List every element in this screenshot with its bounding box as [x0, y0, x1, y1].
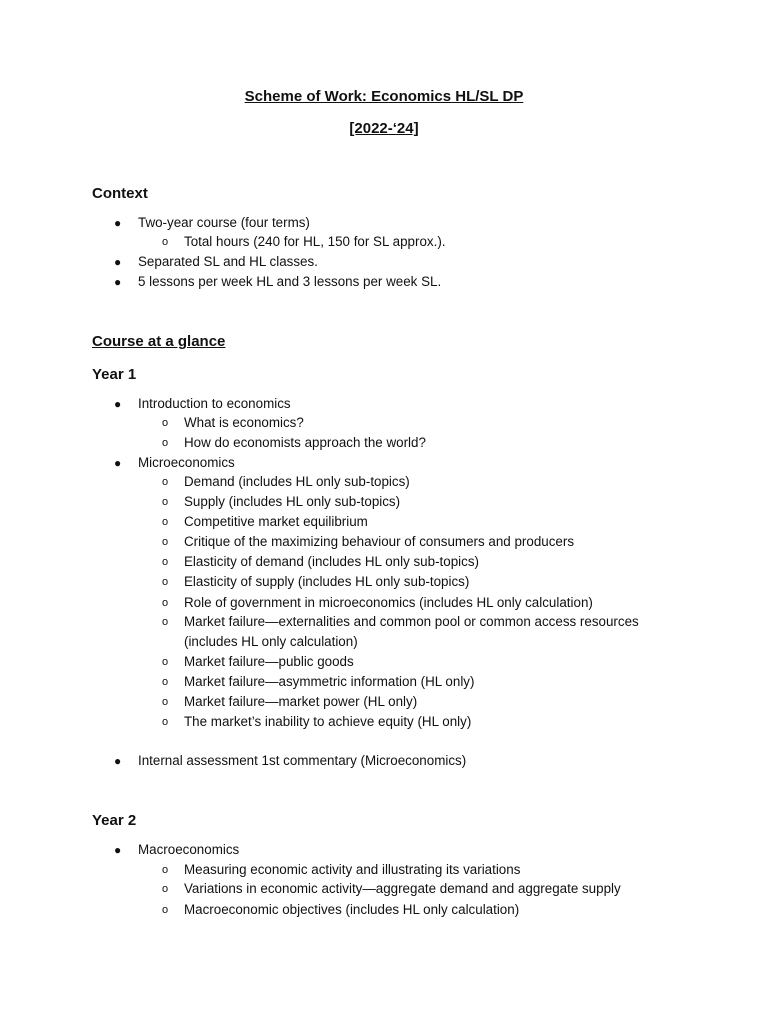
- sub-list-item: Elasticity of demand (includes HL only sub-topics): [184, 554, 479, 569]
- list-bullet: ●: [114, 843, 122, 857]
- list-bullet: ●: [114, 255, 122, 269]
- sub-list-item: Total hours (240 for HL, 150 for SL approx.).: [184, 234, 446, 249]
- year2-heading: Year 2: [92, 812, 137, 829]
- sub-list-bullet: o: [162, 696, 169, 708]
- sub-list-bullet: o: [162, 904, 169, 916]
- sub-list-item: What is economics?: [184, 415, 304, 430]
- sub-list-item: Market failure—asymmetric information (HL only): [184, 674, 475, 689]
- sub-list-bullet: o: [162, 437, 169, 449]
- sub-list-item-continuation: (includes HL only calculation): [184, 634, 358, 649]
- sub-list-item: Critique of the maximizing behaviour of consumers and producers: [184, 534, 575, 549]
- list-bullet: ●: [114, 754, 122, 768]
- sub-list-item: Demand (includes HL only sub-topics): [184, 474, 410, 489]
- list-item: Internal assessment 1st commentary (Microeconomics): [138, 753, 467, 768]
- sub-list-item: Role of government in microeconomics (includes HL only calculation): [184, 595, 593, 610]
- sub-list-item: Market failure—externalities and common pool or common access resources: [184, 614, 639, 629]
- list-item: Two-year course (four terms): [138, 215, 310, 230]
- sub-list-bullet: o: [162, 536, 169, 548]
- list-bullet: ●: [114, 216, 122, 230]
- list-bullet: ●: [114, 456, 122, 470]
- sub-list-bullet: o: [162, 864, 169, 876]
- list-bullet: ●: [114, 397, 122, 411]
- list-bullet: ●: [114, 275, 122, 289]
- sub-list-item: Supply (includes HL only sub-topics): [184, 494, 401, 509]
- sub-list-bullet: o: [162, 236, 169, 248]
- sub-list-item: Market failure—market power (HL only): [184, 694, 418, 709]
- list-item: Separated SL and HL classes.: [138, 254, 318, 269]
- document-title: Scheme of Work: Economics HL/SL DP: [244, 88, 524, 105]
- sub-list-item: Elasticity of supply (includes HL only sub-topics): [184, 574, 470, 589]
- sub-list-item: The market’s inability to achieve equity (HL only): [184, 714, 472, 729]
- sub-list-bullet: o: [162, 716, 169, 728]
- sub-list-bullet: o: [162, 476, 169, 488]
- sub-list-item: Market failure—public goods: [184, 654, 354, 669]
- sub-list-bullet: o: [162, 616, 169, 628]
- sub-list-item: How do economists approach the world?: [184, 435, 426, 450]
- sub-list-item: Variations in economic activity—aggregate demand and aggregate supply: [184, 881, 621, 896]
- list-item: Introduction to economics: [138, 396, 291, 411]
- sub-list-item: Macroeconomic objectives (includes HL only calculation): [184, 902, 520, 917]
- list-item: 5 lessons per week HL and 3 lessons per week SL.: [138, 274, 442, 289]
- sub-list-bullet: o: [162, 496, 169, 508]
- sub-list-bullet: o: [162, 656, 169, 668]
- list-item: Macroeconomics: [138, 842, 240, 857]
- sub-list-bullet: o: [162, 676, 169, 688]
- sub-list-item: Competitive market equilibrium: [184, 514, 368, 529]
- sub-list-bullet: o: [162, 597, 169, 609]
- year1-heading: Year 1: [92, 366, 137, 383]
- sub-list-bullet: o: [162, 576, 169, 588]
- document-years: [2022-‘24]: [349, 120, 419, 137]
- sub-list-bullet: o: [162, 883, 169, 895]
- sub-list-bullet: o: [162, 516, 169, 528]
- sub-list-item: Measuring economic activity and illustrating its variations: [184, 862, 521, 877]
- sub-list-bullet: o: [162, 556, 169, 568]
- context-heading: Context: [92, 185, 148, 202]
- sub-list-bullet: o: [162, 417, 169, 429]
- course-heading: Course at a glance: [92, 333, 226, 350]
- list-item: Microeconomics: [138, 455, 235, 470]
